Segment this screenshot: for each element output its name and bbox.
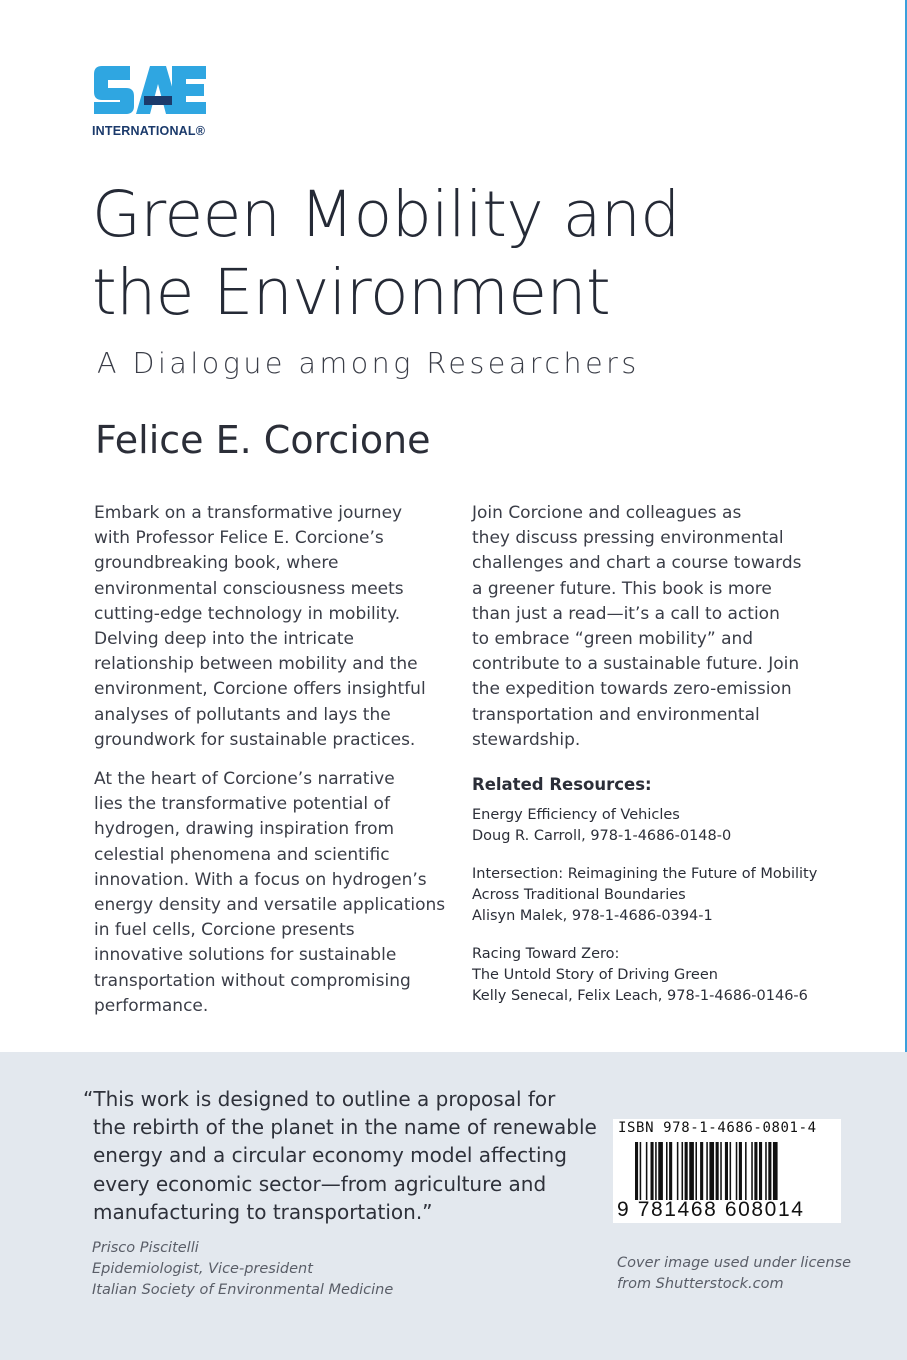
- text-line: they discuss pressing environmental: [472, 528, 784, 549]
- book-title-line-2: the Environment: [92, 256, 611, 329]
- quote-line: the rebirth of the planet in the name of renewable: [93, 1115, 597, 1140]
- resource-title-cont: The Untold Story of Driving Green: [472, 967, 718, 983]
- text-line: innovation. With a focus on hydrogen’s: [94, 869, 427, 890]
- description-paragraph-3: [472, 501, 817, 753]
- related-resource-3: [472, 944, 808, 1007]
- attribution-org: Italian Society of Environmental Medicine: [92, 1282, 394, 1298]
- text-line: in fuel cells, Corcione presents: [94, 920, 355, 941]
- text-line: contribute to a sustainable future. Join: [472, 654, 800, 675]
- text-line: challenges and chart a course towards: [472, 553, 802, 574]
- quote-line: “This work is designed to outline a proposal for: [83, 1087, 556, 1111]
- resource-author-isbn: Alisyn Malek, 978-1-4686-0394-1: [472, 908, 713, 924]
- text-line: environmental consciousness meets: [94, 578, 404, 599]
- related-resource-2: [472, 864, 817, 927]
- text-line: celestial phenomena and scientific: [94, 844, 390, 865]
- description-paragraph-2: [94, 767, 444, 1019]
- text-line: Join Corcione and colleagues as: [472, 503, 742, 523]
- text-line: a greener future. This book is more: [472, 578, 772, 599]
- license-line: from Shutterstock.com: [617, 1276, 784, 1292]
- description-paragraph-1: [94, 501, 444, 753]
- text-line: groundbreaking book, where: [94, 553, 339, 574]
- quote-line: every economic sector—from agriculture and: [93, 1171, 547, 1196]
- barcode-bars-icon: [635, 1142, 825, 1200]
- description-left-column: [94, 501, 444, 1019]
- text-line: to embrace “green mobility” and: [472, 629, 754, 650]
- sae-logo: [92, 62, 212, 138]
- text-line: transportation without compromising: [94, 970, 411, 991]
- description-right-column: [472, 501, 817, 753]
- resource-title: Racing Toward Zero:: [472, 946, 620, 962]
- related-resources-heading: Related Resources:: [472, 775, 652, 794]
- resource-title: Energy Efficiency of Vehicles: [472, 807, 680, 823]
- book-author: Felice E. Corcione: [95, 418, 431, 462]
- text-line: innovative solutions for sustainable: [94, 945, 397, 966]
- text-line: At the heart of Corcione’s narrative: [94, 769, 395, 790]
- text-line: performance.: [94, 995, 209, 1016]
- sae-logo-subtext: INTERNATIONAL®: [92, 124, 206, 138]
- resource-author-isbn: Kelly Senecal, Felix Leach, 978-1-4686-0146-6: [472, 988, 808, 1004]
- text-line: with Professor Felice E. Corcione’s: [94, 528, 384, 549]
- text-line: environment, Corcione offers insightful: [94, 679, 426, 700]
- text-line: groundwork for sustainable practices.: [94, 729, 416, 750]
- quote-attribution: [92, 1238, 393, 1301]
- resource-author-isbn: Doug R. Carroll, 978-1-4686-0148-0: [472, 828, 732, 844]
- text-line: cutting-edge technology in mobility.: [94, 603, 401, 624]
- text-line: the expedition towards zero-emission: [472, 679, 792, 700]
- image-license-note: [617, 1253, 851, 1295]
- text-line: relationship between mobility and the: [94, 654, 418, 675]
- text-line: energy density and versatile applications: [94, 895, 446, 916]
- resource-title-cont: Across Traditional Boundaries: [472, 887, 686, 903]
- text-line: Embark on a transformative journey: [94, 503, 403, 523]
- text-line: transportation and environmental: [472, 704, 760, 725]
- isbn-label: ISBN 978-1-4686-0801-4: [618, 1120, 817, 1136]
- sae-logo-icon: [92, 62, 208, 118]
- isbn-barcode: [613, 1119, 841, 1223]
- text-line: stewardship.: [472, 729, 581, 750]
- attribution-name: Prisco Piscitelli: [92, 1240, 199, 1256]
- endorsement-quote: [83, 1085, 597, 1226]
- text-line: analyses of pollutants and lays the: [94, 704, 391, 725]
- text-line: lies the transformative potential of: [94, 794, 390, 815]
- book-title-line-1: Green Mobility and: [92, 178, 680, 251]
- quote-line: energy and a circular economy model affecting: [93, 1143, 567, 1168]
- attribution-role: Epidemiologist, Vice-president: [92, 1261, 313, 1277]
- book-subtitle: A Dialogue among Researchers: [97, 347, 640, 380]
- quote-line: manufacturing to transportation.”: [93, 1199, 433, 1224]
- barcode-digits: 9 781468 608014: [617, 1198, 805, 1221]
- resource-title: Intersection: Reimagining the Future of Mobility: [472, 866, 818, 882]
- text-line: hydrogen, drawing inspiration from: [94, 819, 395, 840]
- text-line: than just a read—it’s a call to action: [472, 603, 780, 624]
- book-title: [92, 176, 680, 332]
- license-line: Cover image used under license: [617, 1255, 852, 1271]
- related-resource-1: [472, 805, 731, 847]
- text-line: Delving deep into the intricate: [94, 629, 354, 650]
